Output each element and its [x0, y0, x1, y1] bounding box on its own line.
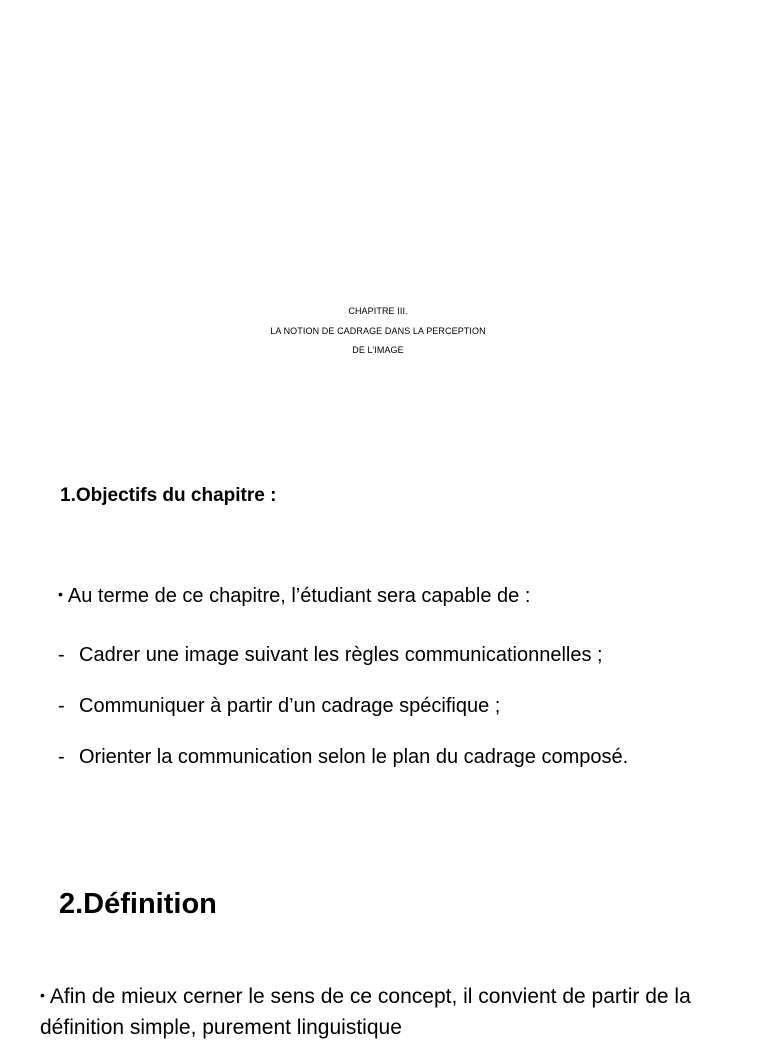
chapter-title-block	[0, 302, 756, 361]
definition-paragraph	[40, 980, 740, 1043]
bullet-icon: •	[40, 987, 45, 1003]
list-item	[58, 691, 628, 742]
dash-icon: -	[58, 644, 65, 666]
objective-text: Orienter la communication selon le plan du cadrage composé.	[79, 746, 629, 768]
objectives-intro	[58, 585, 530, 608]
objectives-intro-text: Au terme de ce chapitre, l’étudiant sera capable de :	[67, 585, 531, 607]
dash-icon: -	[58, 695, 65, 717]
chapter-number: CHAPITRE III.	[348, 306, 408, 316]
section-heading-definition: 2.Définition	[59, 888, 217, 920]
section-heading-objectives: 1.Objectifs du chapitre :	[60, 485, 277, 506]
objectives-list	[58, 640, 628, 793]
list-item	[58, 742, 628, 793]
objective-text: Cadrer une image suivant les règles communicationnelles ;	[79, 644, 603, 666]
bullet-icon: •	[58, 586, 63, 602]
chapter-title-line-2: DE L’IMAGE	[352, 345, 404, 355]
objective-text: Communiquer à partir d’un cadrage spécifique ;	[79, 695, 501, 717]
list-item	[58, 640, 628, 691]
definition-text: Afin de mieux cerner le sens de ce concept, il convient de partir de la définition simple, purement linguistique	[40, 985, 691, 1039]
dash-icon: -	[58, 746, 65, 768]
chapter-title-line-1: LA NOTION DE CADRAGE DANS LA PERCEPTION	[270, 325, 486, 336]
